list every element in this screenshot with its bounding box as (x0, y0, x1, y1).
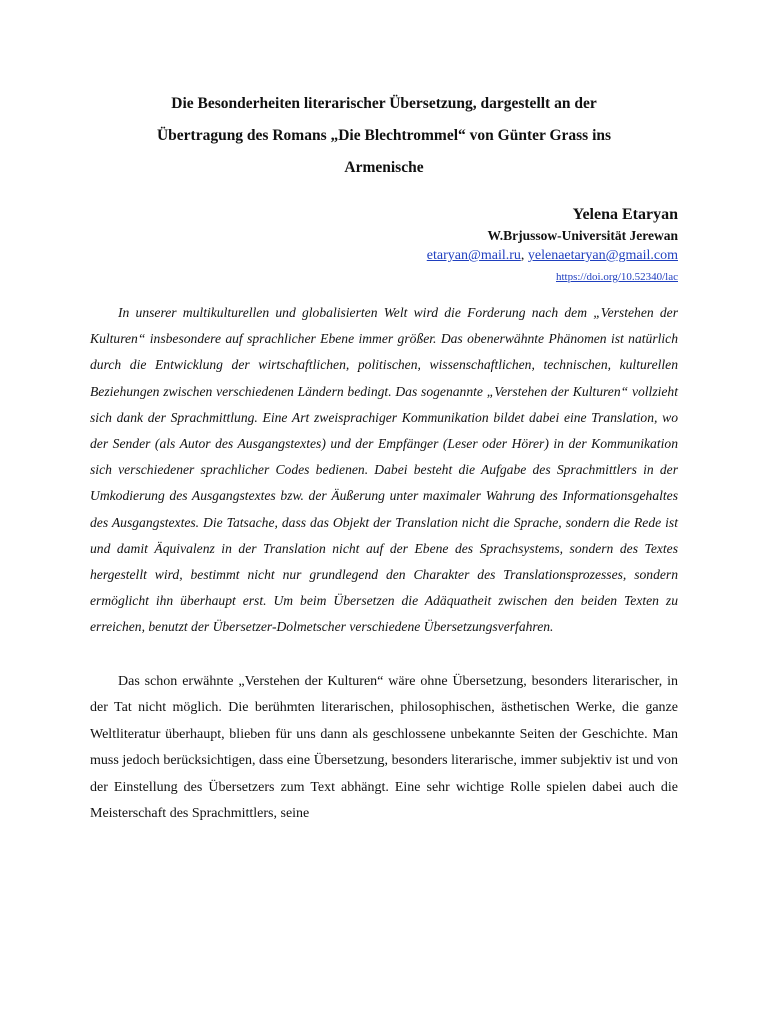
author-affiliation: W.Brjussow-Universität Jerewan (487, 228, 678, 243)
title-line-2: Übertragung des Romans „Die Blechtrommel“ von Günter Grass ins (156, 127, 612, 144)
email-link-secondary[interactable]: yelenaetaryan@gmail.com (527, 248, 678, 263)
doi-line (90, 268, 678, 286)
author-block (90, 204, 678, 286)
abstract-paragraph: In unserer multikulturellen und globalisierten Welt wird die Forderung nach dem „Verstehen der Kulturen“ insbesondere auf sprachlicher Ebene immer größer. Das obenerwähnte Phänomen ist natürlich durch die Entwicklung der wirtschaftlichen, politischen, wissenschaftlichen, technischen, kulturellen Beziehungen zwischen verschiedenen Ländern bedingt. Das sogenannte „Verstehen der Kulturen“ vollzieht sich dank der Sprachmittlung. Eine Art zweisprachiger Kommunikation bildet dabei eine Translation, wo der Sender (als Autor des Ausgangstextes) und der Empfänger (Leser oder Hörer) in der Kommunikation sich verschiedener sprachlicher Codes bedienen. Dabei besteht die Aufgabe des Sprachmittlers in der Umkodierung des Ausgangstextes bzw. der Äußerung unter maximaler Wahrung des Informationsgehaltes des Ausgangstextes. Die Tatsache, dass das Objekt der Translation nicht die Sprache, sondern die Rede ist und damit Äquivalenz in der Translation nicht auf der Ebene des Sprachsystems, sondern des Textes hergestellt wird, bestimmt nicht nur grundlegend den Charakter des Translationsprozesses, sondern ermöglicht ihn überhaupt erst. Um beim Übersetzen die Adäquatheit zwischen den beiden Texten zu erreichen, benutzt der Übersetzer-Dolmetscher verschiedene Übersetzungsverfahren. (90, 305, 678, 635)
doi-link[interactable]: https://doi.org/10.52340/lac (555, 271, 678, 283)
email-link-primary[interactable]: etaryan@mail.ru (426, 248, 521, 263)
body-paragraph: Das schon erwähnte „Verstehen der Kulturen“ wäre ohne Übersetzung, besonders literarischer, in der Tat nicht möglich. Die berühmten literarischen, philosophischen, ästhetischen Werke, die ganze Weltliteratur überhaupt, blieben für uns dann als geschlossene unbekannte Seiten der Geschichte. Man muss jedoch berücksichtigen, dass eine Übersetzung, besonders literarische, immer subjektiv ist und von der Einstellung des Übersetzers zum Text abhängt. Eine sehr wichtige Rolle spielen dabei auch die Meisterschaft des Sprachmittlers, seine (90, 673, 678, 822)
email-separator: , (520, 248, 525, 263)
paper-title (90, 88, 678, 184)
author-emails (90, 246, 678, 266)
title-line-3: Armenische (344, 159, 424, 176)
author-name: Yelena Etaryan (572, 206, 678, 223)
title-line-1: Die Besonderheiten literarischer Übersetzung, dargestellt an der (171, 95, 597, 112)
document-page (90, 88, 678, 828)
